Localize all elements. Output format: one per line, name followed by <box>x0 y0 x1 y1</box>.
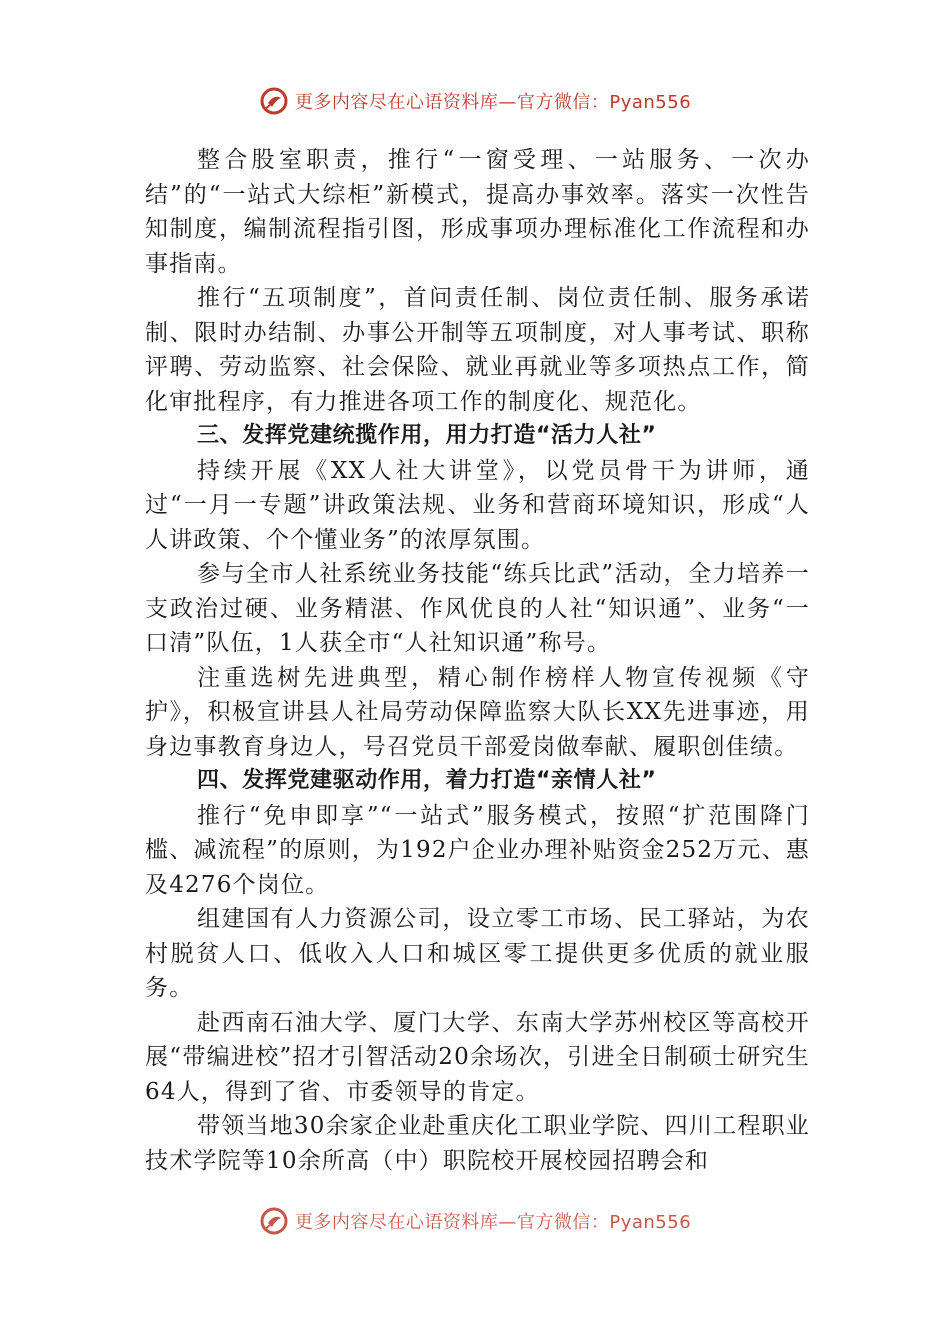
paragraph: 持续开展《XX人社大讲堂》，以党员骨干为讲师，通过“一月一专题”讲政策法规、业务和营商环境知识，形成“人人讲政策、个个懂业务”的浓厚氛围。 <box>145 457 810 553</box>
paragraph: 组建国有人力资源公司，设立零工市场、民工驿站，为农村脱贫人口、低收入人口和城区零工提供更多优质的就业服务。 <box>145 906 810 1001</box>
section-heading: 三、发挥党建统揽作用，用力打造“活力人社” <box>197 423 657 448</box>
section-heading: 四、发挥党建驱动作用，着力打造“亲情人社” <box>197 768 657 793</box>
watermark-footer <box>0 1206 950 1236</box>
paragraph: 推行“五项制度”，首问责任制、岗位责任制、服务承诺制、限时办结制、办事公开制等五项制度，对人事考试、职称评聘、劳动监察、社会保险、就业再就业等多项热点工作，简化审批程序，有力推进各项工作的制度化、规范化。 <box>145 285 810 415</box>
paragraph: 参与全市人社系统业务技能“练兵比武”活动，全力培养一支政治过硬、业务精湛、作风优良的人社“知识通”、业务“一口清”队伍，1人获全市“人社知识通”称号。 <box>145 561 810 656</box>
paragraph: 赴西南石油大学、厦门大学、东南大学苏州校区等高校开展“带编进校”招才引智活动20余场次，引进全日制硕士研究生64人，得到了省、市委领导的肯定。 <box>145 1009 810 1105</box>
document-content <box>145 143 810 1178</box>
paragraph: 带领当地30余家企业赴重庆化工职业学院、四川工程职业技术学院等10余所高（中）职院校开展校园招聘会和 <box>145 1113 810 1174</box>
watermark-text: 更多内容尽在心语资料库—官方微信：Pyan556 <box>294 92 692 113</box>
paragraph: 整合股室职责，推行“一窗受理、一站服务、一次办结”的“一站式大综柜”新模式，提高办事效率。落实一次性告知制度，编制流程指引图，形成事项办理标准化工作流程和办事指南。 <box>145 147 810 277</box>
watermark-text: 更多内容尽在心语资料库—官方微信：Pyan556 <box>294 1212 692 1233</box>
seal-logo-icon <box>259 1206 289 1236</box>
paragraph: 推行“免申即享”“一站式”服务模式，按照“扩范围降门槛、减流程”的原则，为192户企业办理补贴资金252万元、惠及4276个岗位。 <box>145 802 810 898</box>
paragraph: 注重选树先进典型，精心制作榜样人物宣传视频《守护》，积极宣讲县人社局劳动保障监察大队长XX先进事迹，用身边事教育身边人，号召党员干部爱岗做奉献、履职创佳绩。 <box>145 664 810 760</box>
